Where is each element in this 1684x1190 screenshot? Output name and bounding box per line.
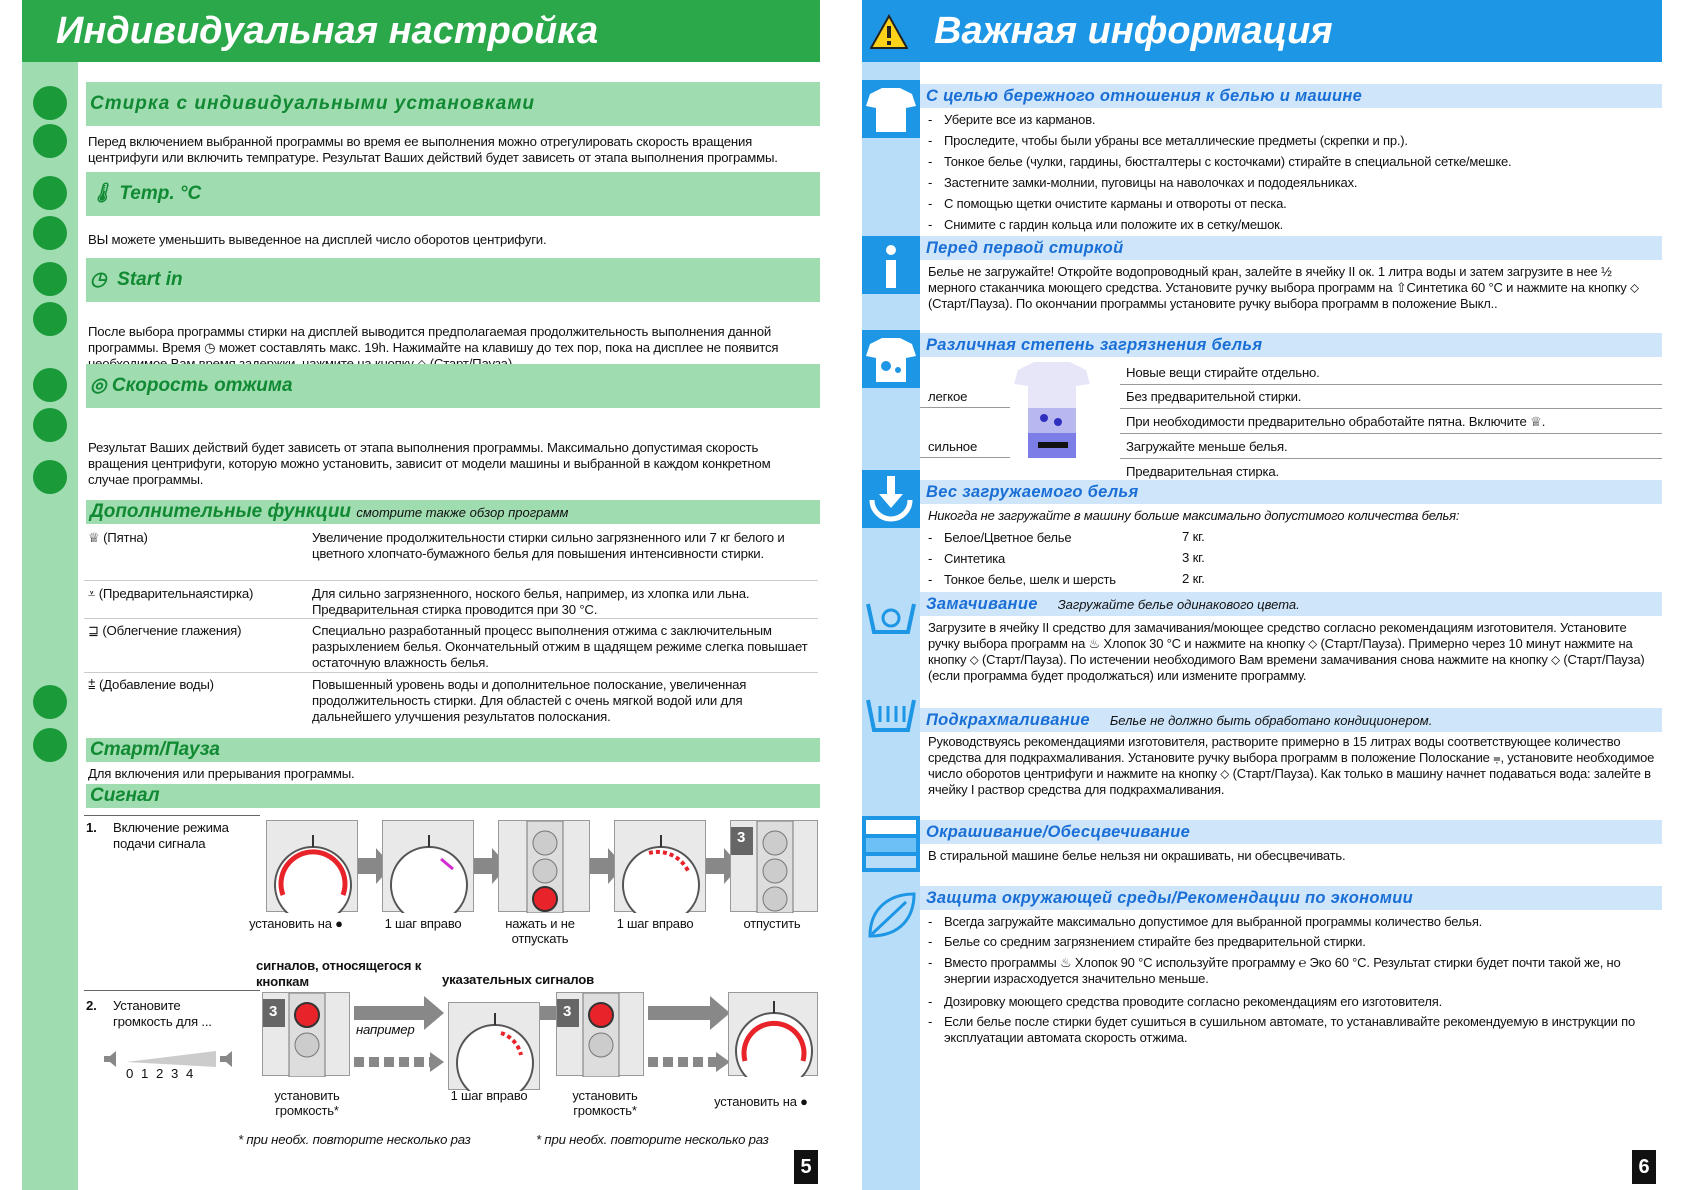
dashed-arrow-icon: [648, 1052, 730, 1072]
bullet-dot: [33, 262, 67, 296]
step1-caption: нажать и не отпускать: [505, 916, 575, 946]
info-block: [862, 236, 920, 294]
bullet-dot: [33, 302, 67, 336]
step1-caption: установить на ●: [249, 916, 343, 931]
dye-bars-icon: [862, 816, 920, 872]
bullet-dot: [33, 86, 67, 120]
arrow-right-icon: [648, 996, 730, 1030]
step1-caption: 1 шаг вправо: [616, 916, 694, 931]
load-value: 3 кг.: [1182, 550, 1205, 565]
function-easyiron-desc: Специально разработанный процесс выполнения отжима с заключительным разрыхлением белья. Окончательный отжим в щадящем режиме слегка повышает остаточную влажность белья.: [312, 623, 808, 670]
divider: [920, 407, 1010, 408]
dye-text: В стиральной машине белье нельзя ни окрашивать, ни обесцвечивать.: [928, 848, 1346, 863]
dial-knob-icon: [615, 821, 707, 913]
dial-knob-icon: [729, 993, 819, 1077]
eco-item: - Белье со средним загрязнением стирайте без предварительной стирки.: [928, 934, 1366, 949]
step1-number: 1.: [86, 820, 97, 835]
button-panel: [262, 992, 350, 1076]
divider: [1120, 384, 1662, 385]
section-soak: Замачивание Загружайте белье одинакового цвета.: [920, 592, 1662, 616]
divider: [1120, 433, 1662, 434]
individual-text: Перед включением выбранной программы во время ее выполнения можно отрегулировать скорость вращения центрифуги или включить темпратуре. Результат Ваших действий будет зависеть от этапа выполнения программы.: [88, 134, 778, 165]
soak-block: [862, 586, 920, 644]
buttons-icon: [499, 821, 591, 913]
bullet-dot: [33, 408, 67, 442]
section-extra: Дополнительные функции смотрите также обзор программ: [86, 500, 820, 524]
spin-text: Результат Ваших действий будет зависеть от этапа выполнения программы. Максимально допустимая скорость вращения центрифуги, которую можно установить, зависит от модели машины и выбранной в каждом конкретном случае программы.: [88, 440, 771, 487]
soil-row: Загружайте меньше белья.: [1126, 439, 1288, 454]
load-value: 2 кг.: [1182, 571, 1205, 586]
soil-row: При необходимости предварительно обработайте пятна. Включите ♕.: [1126, 414, 1546, 429]
divider: [84, 580, 818, 581]
eco-item: - Дозировку моющего средства проводите согласно рекомендациям его изготовителя.: [928, 994, 1443, 1009]
care-item: - Снимите с гардин кольца или положите их в сетку/мешок.: [928, 217, 1284, 232]
dye-block: [862, 816, 920, 872]
eco-item: - Всегда загружайте максимально допустимое для выбранной программы количество белья.: [928, 914, 1483, 929]
function-water-desc: Повышенный уровень воды и дополнительное полоскание, увеличенная продолжительность стирки. Для областей с очень мягкой водой или для дальнейшего улучшения результатов полоскания.: [312, 677, 747, 724]
soil-gradient-shirt-icon: [1010, 358, 1094, 458]
care-item: - Застегните замки-молнии, пуговицы на наволочках и пододеяльниках.: [928, 175, 1358, 190]
divider: [84, 672, 818, 673]
section-first-wash: Перед первой стиркой: [920, 236, 1662, 260]
volume-scale: 0 1 2 3 4: [126, 1066, 196, 1081]
divider: [84, 618, 818, 619]
step2-text: Установите громкость для ...: [113, 998, 212, 1029]
footnote: * при необх. повторите несколько раз: [238, 1132, 471, 1147]
button-panel: [556, 992, 644, 1076]
soil-light-label: легкое: [928, 389, 968, 404]
clock-icon: ◷: [90, 269, 107, 290]
soak-text: Загрузите в ячейку II средство для замачивания/моющее средство согласно рекомендациям изготовителя. Установите ручку выбора программ на ♨ Хлопок 30 °C и нажмите на кнопку ⬦ (Старт/Пауза). Примерно через 10 минут нажмите на кнопку ⬦ (Старт/Пауза). По истечении необходимого Вам времени замачивания снова нажмите на кнопку ⬦ (Старт/Пауза) (если программа будет продолжаться) или измените программу.: [928, 620, 1645, 683]
function-stains: ♕ (Пятна): [88, 530, 148, 545]
load-note: Никогда не загружайте в машину больше максимально допустимого количества белья:: [928, 508, 1460, 523]
starch-tub-icon: [862, 684, 920, 742]
step1-caption: отпустить: [743, 916, 801, 931]
button-panel: [730, 820, 818, 912]
leaf-icon: [862, 886, 920, 944]
startin-text: После выбора программы стирки на дисплей выводится предполагаемая продолжительность выполнения данной программы. Время ◷ может составлять макс. 19h. Нажимайте на клавишу до тех пор, пока на дисплее не появится: [88, 324, 779, 355]
load-block: [862, 470, 920, 528]
divider: [84, 990, 260, 991]
startpause-text: Для включения или прерывания программы.: [88, 766, 355, 781]
eco-item: - Если белье после стирки будет сушиться в сушильном автомате, то устанавливайте рекомендуемую в инструкции по эксплуатации автомата скорость отжима.: [928, 1014, 1636, 1045]
section-startpause: Старт/Пауза: [86, 738, 820, 762]
section-soil: Различная степень загрязнения белья: [920, 333, 1662, 357]
section-temp: 🌡 Temp. °C: [86, 172, 820, 216]
dial-knob-icon: [383, 821, 475, 913]
thermometer-icon: 🌡: [90, 183, 115, 204]
divider: [920, 457, 1010, 458]
right-page: [842, 0, 1684, 1190]
step1-text: Включение режима подачи сигнала: [113, 820, 229, 851]
bullet-dot: [33, 685, 67, 719]
section-individual: Стирка с индивидуальными установками: [86, 82, 820, 126]
load-item: - Синтетика: [928, 551, 1006, 566]
function-stains-desc: Увеличение продолжительности стирки сильно загрязненного или 7 кг белого и цветного хлопчато-бумажного белья для повышения интенсивности стирки.: [312, 530, 785, 561]
prewash-icon: ⩡: [88, 586, 96, 601]
dashed-arrow-icon: [354, 1052, 444, 1072]
signal-header-buttons: сигналов, относящегося к кнопкам: [256, 958, 422, 989]
bullet-dot: [33, 124, 67, 158]
dial-panel: [728, 992, 818, 1076]
bullet-dot: [33, 176, 67, 210]
spin-icon: ◎: [90, 375, 107, 396]
care-item: - С помощью щетки очистите карманы и отвороты от песка.: [928, 196, 1287, 211]
care-item: - Уберите все из карманов.: [928, 112, 1096, 127]
section-eco: Защита окружающей среды/Рекомендации по экономии: [920, 886, 1662, 910]
care-item: - Проследите, чтобы были убраны все металлические предметы (скрепки и пр.).: [928, 133, 1408, 148]
button-panel: [498, 820, 590, 912]
tshirt-icon: [862, 80, 920, 138]
weight-down-icon: [862, 470, 920, 528]
footnote: * при необх. повторите несколько раз: [536, 1132, 769, 1147]
section-load: Вес загружаемого белья: [920, 480, 1662, 504]
function-prewash-desc: Для сильно загрязненного, ноского белья, например, из хлопка или льна. Предварительная стирка проводится при 30 °C.: [312, 586, 750, 617]
info-icon: [862, 236, 920, 294]
soak-tub-icon: [862, 586, 920, 644]
dirty-shirt-icon: [862, 330, 920, 388]
dirty-shirt-block: [862, 330, 920, 388]
section-signal: Сигнал: [86, 784, 820, 808]
page-number: 6: [1632, 1150, 1656, 1184]
soil-row: Новые вещи стирайте отдельно.: [1126, 365, 1320, 380]
bullet-dot: [33, 368, 67, 402]
soil-row: Без предварительной стирки.: [1126, 389, 1302, 404]
section-starch: Подкрахмаливание Белье не должно быть обработано кондиционером.: [920, 708, 1662, 732]
eco-item: - Вместо программы ♨ Хлопок 90 °C используйте программу ℮ Эко 60 °C. Результат стирки будет почти такой же, но энергии израсходуется значительно меньше.: [928, 955, 1621, 986]
care-item: - Тонкое белье (чулки, гардины, бюстгалтеры с косточками) стирайте в специальной сетке/мешке.: [928, 154, 1512, 169]
divider: [1120, 408, 1662, 409]
dial-panel: [448, 1002, 540, 1090]
panel-digit: 3: [737, 829, 746, 846]
step2-caption: установить громкость*: [572, 1088, 638, 1118]
tshirt-block: [862, 80, 920, 138]
function-easyiron: ⊒ (Облегчение глажения): [88, 623, 242, 638]
bullet-dot: [33, 728, 67, 762]
stains-icon: ♕: [88, 530, 100, 545]
step2-number: 2.: [86, 998, 97, 1013]
soil-heavy-label: сильное: [928, 439, 978, 454]
soil-row: Предварительная стирка.: [1126, 464, 1280, 479]
dial-panel: [266, 820, 358, 912]
function-prewash: ⩡ (Предварительнаястирка): [88, 586, 254, 601]
load-value: 7 кг.: [1182, 529, 1205, 544]
iron-icon: ⊒: [88, 623, 99, 638]
section-care: С целью бережного отношения к белью и машине: [920, 84, 1662, 108]
bullet-dot: [33, 216, 67, 250]
panel-digit: 3: [563, 1003, 572, 1020]
step2-caption: установить на ●: [714, 1094, 808, 1109]
dial-panel: [614, 820, 706, 912]
temp-text: ВЫ можете уменьшить выведенное на дисплей число оборотов центрифуги.: [88, 232, 547, 247]
dial-knob-icon: [449, 1003, 541, 1091]
panel-digit: 3: [269, 1003, 278, 1020]
left-page-title: Индивидуальная настройка: [22, 0, 820, 62]
dial-panel: [382, 820, 474, 912]
signal-header-indicator: указательных сигналов: [442, 972, 595, 987]
section-startin: ◷ Start in: [86, 258, 820, 302]
water-plus-icon: ⩲: [88, 677, 96, 692]
eco-block: [862, 886, 920, 944]
warning-icon: [870, 14, 908, 50]
divider: [1120, 458, 1662, 459]
right-page-title: Важная информация: [862, 0, 1662, 62]
arrow-label: например: [356, 1022, 415, 1037]
step2-caption: 1 шаг вправо: [450, 1088, 528, 1103]
starch-text: Руководствуясь рекомендациями изготовителя, растворите примерно в 15 литрах воды соответствующее количество средства для подкрахмаливания. Установите ручку выбора программ в положение Полоскание ⩦, установите необходимое число оборотов центрифуги и нажмите на кнопку ⬦ (Старт/Пауза). Как только в машину начнет подаваться вода: залейте в ячейку I раствор средства для подкрахмаливания.: [928, 734, 1655, 797]
step1-caption: 1 шаг вправо: [384, 916, 462, 931]
load-item: - Тонкое белье, шелк и шерсть: [928, 572, 1116, 587]
page-number: 5: [794, 1150, 818, 1184]
starch-block: [862, 684, 920, 742]
function-water: ⩲ (Добавление воды): [88, 677, 214, 692]
dial-knob-icon: [267, 821, 359, 913]
bullet-dot: [33, 460, 67, 494]
soil-shirt-graphic: [1010, 358, 1094, 458]
section-dye: Окрашивание/Обесцвечивание: [920, 820, 1662, 844]
step2-caption: установить громкость*: [274, 1088, 340, 1118]
divider: [84, 815, 260, 816]
first-wash-text: Белье не загружайте! Откройте водопроводный кран, залейте в ячейку II ок. 1 литра воды и затем загрузите в нее ½ мерного стаканчика моющего средства. Установите ручку выбора программ на ⇧Синтетика 60 °C и нажмите на кнопку ⬦ (Старт/Пауза). По окончании программы установите ручку выбора программ в положение Выкл..: [928, 264, 1639, 311]
section-spin: ◎ Скорость отжима: [86, 364, 820, 408]
load-item: - Белое/Цветное белье: [928, 530, 1072, 545]
